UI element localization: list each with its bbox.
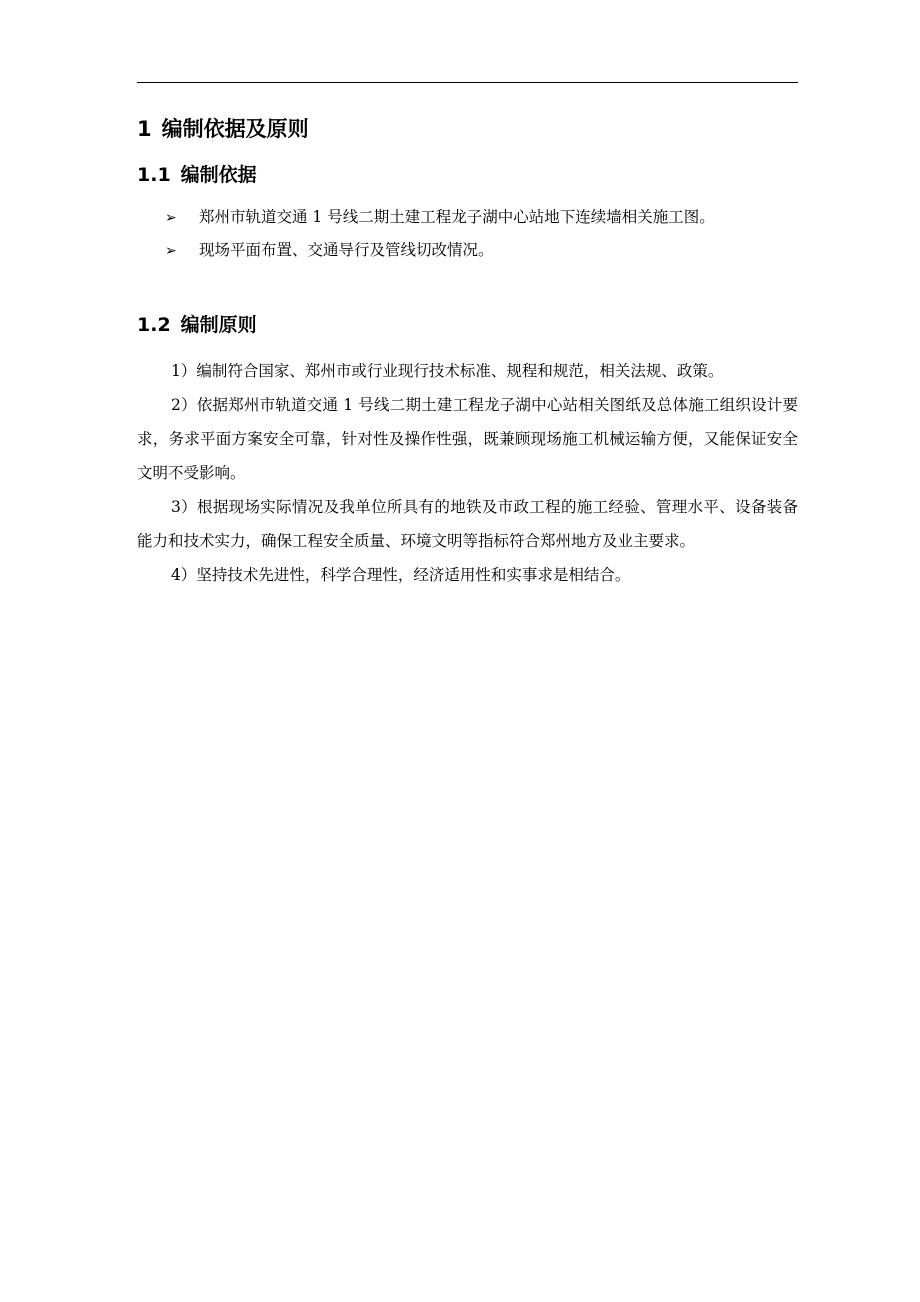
principle-paragraph: 1）编制符合国家、郑州市或行业现行技术标准、规程和规范，相关法规、政策。 — [171, 362, 724, 380]
list-item-text: 郑州市轨道交通 1 号线二期土建工程龙子湖中心站地下连续墙相关施工图。 — [199, 208, 715, 226]
chapter-heading — [137, 114, 309, 144]
list-item-text: 现场平面布置、交通导行及管线切改情况。 — [199, 241, 494, 259]
basis-list — [165, 205, 715, 271]
section-heading-basis — [137, 161, 257, 189]
section-number: 1.2 — [137, 314, 171, 336]
section-title: 编制原则 — [180, 314, 257, 336]
list-item — [165, 238, 715, 271]
section-heading-principles — [137, 311, 257, 339]
chapter-number: 1 — [137, 117, 152, 141]
section-number: 1.1 — [137, 164, 171, 186]
principle-paragraph: 2）依据郑州市轨道交通 1 号线二期土建工程龙子湖中心站相关图纸及总体施工组织设计要求，务求平面方案安全可靠，针对性及操作性强，既兼顾现场施工机械运输方便，又能保证安全文明不受影响。 — [137, 396, 798, 482]
header-rule — [137, 82, 798, 83]
section-title: 编制依据 — [180, 164, 257, 186]
principle-paragraph: 3）根据现场实际情况及我单位所具有的地铁及市政工程的施工经验、管理水平、设备装备能力和技术实力，确保工程安全质量、环境文明等指标符合郑州地方及业主要求。 — [137, 498, 798, 550]
principle-paragraph: 4）坚持技术先进性，科学合理性，经济适用性和实事求是相结合。 — [171, 566, 631, 584]
arrow-bullet-icon: ➢ — [165, 210, 177, 226]
principles-body — [137, 354, 798, 592]
list-item — [165, 205, 715, 238]
arrow-bullet-icon: ➢ — [165, 243, 177, 259]
chapter-title: 编制依据及原则 — [161, 117, 309, 141]
